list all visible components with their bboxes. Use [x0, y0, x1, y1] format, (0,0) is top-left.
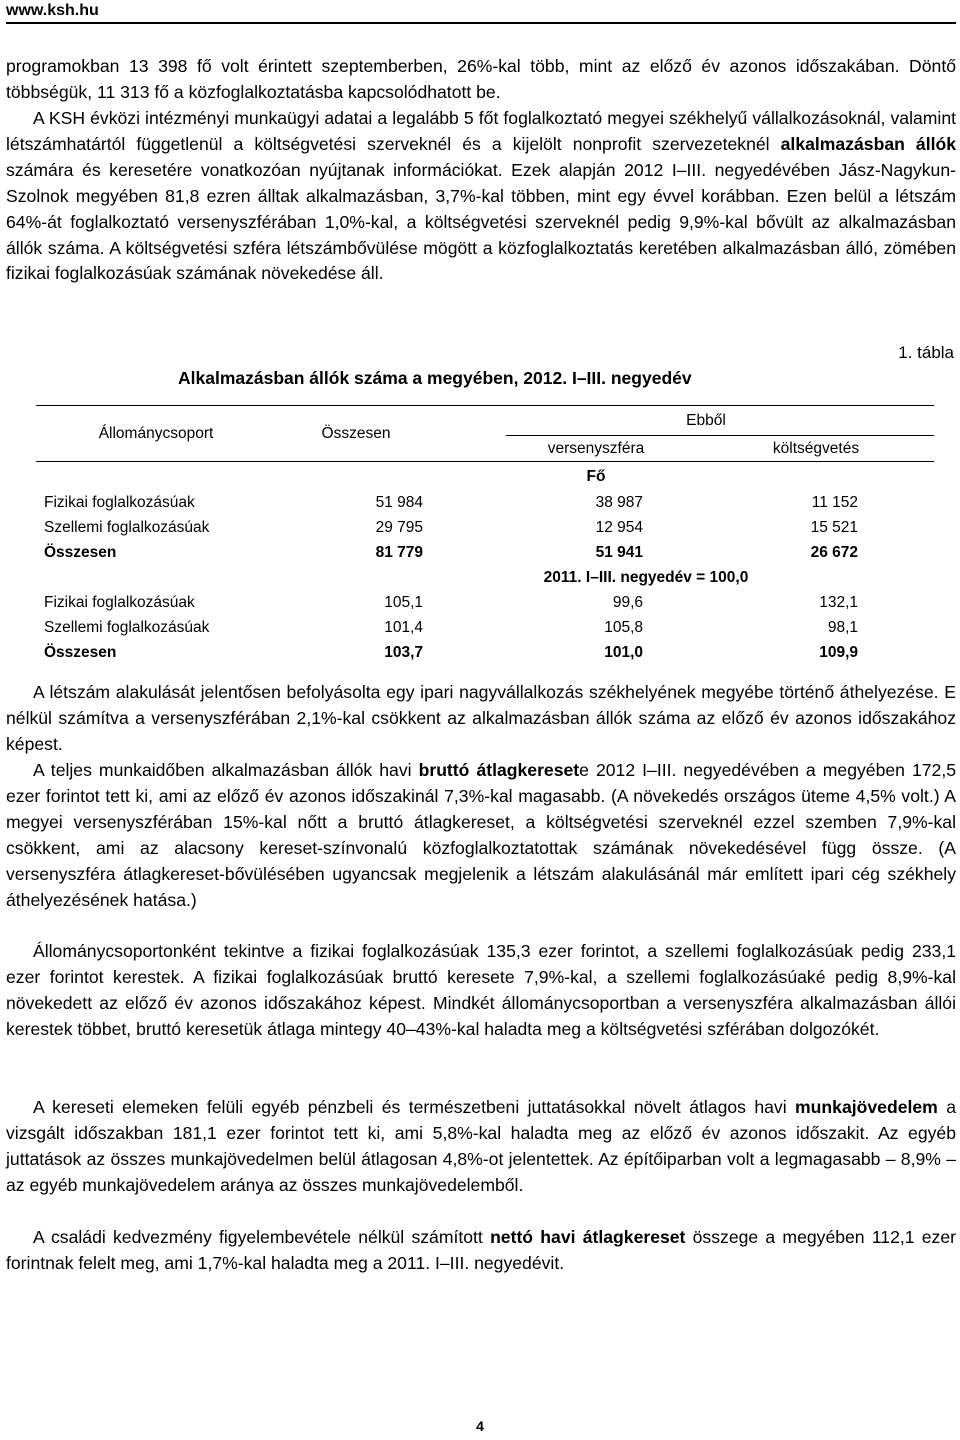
body-p7-text-a: A családi kedvezmény figyelembevétele nélkül számított — [33, 1227, 491, 1247]
row-label: Fizikai foglalkozásúak — [44, 594, 195, 611]
table-number: 1. tábla — [898, 343, 954, 362]
row-competitive: 38 987 — [595, 494, 643, 511]
row-budget: 11 152 — [811, 494, 858, 511]
row-budget: 98,1 — [827, 619, 858, 636]
row-competitive: 101,0 — [604, 644, 643, 661]
row-competitive: 12 954 — [595, 519, 643, 536]
intro-p2-text-b: számára és keresetére vonatkozóan nyújtanak információkat. Ezek alapján 2012 I–III. negyedévében Jász-Nagykun-Szolnok megyében 81,8 ezren álltak alkalmazásban, 3,7%-kal többen, mint egy évvel korábban. Ezen belül a létszám 64%-át foglalkoztató versenyszférában 1,0%-kal, a költségvetési szerveknél pedig 9,9%-kal bővült az alkalmazásban állók száma. A költségvetési szféra létszámbővülése mögött a közfoglalkoztatás keretében alkalmazásban álló, zömében fizikai foglalkozásúak számának növekedése áll. — [6, 159, 956, 284]
row-total: 101,4 — [384, 619, 423, 636]
header-budget: költségvetés — [772, 440, 860, 457]
body-paragraph-7 — [6, 1225, 956, 1277]
row-budget: 132,1 — [819, 594, 858, 611]
row-label: Szellemi foglalkozásúak — [44, 519, 210, 536]
row-total: 105,1 — [384, 594, 423, 611]
body-paragraph-6 — [6, 1095, 956, 1199]
body-p4-bold: bruttó átlagkereset — [418, 760, 580, 780]
header-competitive: versenyszféra — [547, 440, 645, 457]
body-p4-text-b: e 2012 I–III. negyedévében a megyében 172,5 ezer forintot tett ki, ami az előző év azonos időszakinál 7,3%-kal magasabb. (A növekedés országos üteme 4,5% volt.) A megyei versenyszférában 15%-kal nőtt a bruttó átlagkereset, a költségvetési szerveknél ezzel szemben 7,9%-kal csökkent, ami az alacsony kereset-színvonalú közfoglalkoztatottak számának növekedésével függ össze. (A versenyszféra átlagkereset-bővülésében ugyancsak megjelenik a létszám alakulásánál már említett ipari cég székhely áthelyezésének hatása.) — [6, 760, 956, 910]
header-subrule — [506, 435, 934, 436]
body-p7-bold: nettó havi átlagkereset — [490, 1227, 686, 1247]
row-total: 81 779 — [375, 544, 423, 561]
row-total: 103,7 — [384, 644, 423, 661]
table-top-rule — [36, 405, 934, 406]
row-budget: 26 672 — [810, 544, 858, 561]
body-p5-text: Állománycsoportonként tekintve a fizikai foglalkozásúak 135,3 ezer forintot, a szellemi foglalkozásúak pedig 233,1 ezer forintot kerestek. A fizikai foglalkozásúak bruttó keresete 7,9%-kal, a szellemi foglalkozásúaké pedig 8,9%-kal növekedett az előző év azonos időszakához képest. Mindkét állománycsoportban a versenyszféra alkalmazásban állói kerestek többet, bruttó keresetük átlaga mintegy 40–43%-kal haladta meg a költségvetési szférában dolgozókét. — [6, 941, 956, 1039]
row-label: Összesen — [44, 644, 117, 661]
row-competitive: 99,6 — [612, 594, 643, 611]
page-number: 4 — [476, 1418, 484, 1434]
section-label-count: Fő — [586, 468, 606, 485]
header-group: Állománycsoport — [98, 425, 214, 442]
row-total: 51 984 — [375, 494, 423, 511]
body-p6-text-b: a vizsgált időszakban 181,1 ezer forintot tett ki, ami 5,8%-kal haladta meg az előző év azonos időszakit. Az egyéb juttatások az összes munkajövedelmen belül átlagosan 4,8%-ot jelentettek. Az építőiparban volt a legmagasabb – 8,9% – az egyéb munkajövedelem aránya az összes munkajövedelemből. — [6, 1097, 956, 1195]
header-total: Összesen — [321, 425, 391, 442]
row-competitive: 51 941 — [595, 544, 643, 561]
intro-p2-text-a: A KSH évközi intézményi munkaügyi adatai a legalább 5 főt foglalkoztató megyei székhelyű vállalkozásoknál, valamint létszámhatártól függetlenül a költségvetési szerveknél és a kijelölt nonprofit szervezeteknél — [6, 108, 956, 154]
body-paragraph-3 — [6, 680, 956, 758]
header-divider — [6, 22, 956, 24]
intro-paragraph-2 — [6, 106, 956, 287]
intro-paragraph-1: programokban 13 398 fő volt érintett szeptemberben, 26%-kal több, mint az előző év azonos időszakában. Döntő többségük, 11 313 fő a közfoglalkoztatásba kapcsolódhatott be. — [6, 56, 956, 102]
body-p7-text-b: összege a megyében 112,1 ezer forintnak felelt meg, ami 1,7%-kal haladta meg a 2011. I–III. negyedévit. — [6, 1227, 956, 1273]
row-label: Összesen — [44, 544, 117, 561]
body-p6-text-a: A kereseti elemeken felüli egyéb pénzbeli és természetbeni juttatásokkal növelt átlagos havi — [33, 1097, 796, 1117]
body-paragraph-5 — [6, 939, 956, 1043]
employment-table — [36, 405, 934, 673]
body-p6-bold: munkajövedelem — [795, 1097, 938, 1117]
section-label-index: 2011. I–III. negyedév = 100,0 — [543, 569, 749, 586]
body-p3-text: A létszám alakulását jelentősen befolyásolta egy ipari nagyvállalkozás székhelyének megyébe történő áthelyezése. E nélkül számítva a versenyszférában 2,1%-kal csökkent az alkalmazásban állók száma az előző év azonos időszakához képest. — [6, 682, 956, 754]
row-budget: 109,9 — [819, 644, 858, 661]
site-link[interactable]: www.ksh.hu — [6, 2, 99, 19]
body-paragraph-4 — [6, 758, 956, 913]
header-bottom-rule — [36, 461, 934, 462]
header-of-which: Ebből — [686, 412, 726, 429]
row-competitive: 105,8 — [604, 619, 643, 636]
row-label: Szellemi foglalkozásúak — [44, 619, 210, 636]
row-total: 29 795 — [375, 519, 423, 536]
table-title: Alkalmazásban állók száma a megyében, 2012. I–III. negyedév — [178, 368, 692, 388]
row-label: Fizikai foglalkozásúak — [44, 494, 195, 511]
row-budget: 15 521 — [810, 519, 858, 536]
intro-p2-bold: alkalmazásban állók — [780, 133, 956, 154]
body-p4-text-a: A teljes munkaidőben alkalmazásban állók havi — [33, 760, 419, 780]
